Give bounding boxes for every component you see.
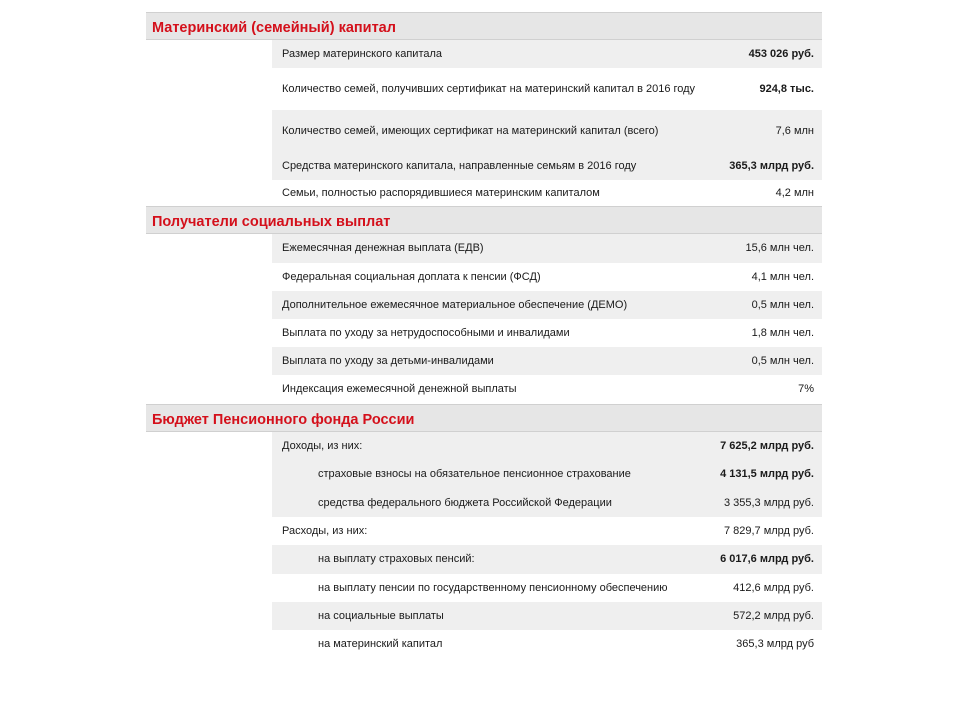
section-header-maternity-capital [146,12,822,40]
row-label: Индексация ежемесячной денежной выплаты [282,383,517,395]
row-value: 3 355,3 млрд руб. [723,496,814,509]
row-label: на социальные выплаты [318,609,444,622]
row-label: Средства материнского капитала, направленные семьям в 2016 году [282,159,637,172]
table-row [272,291,822,319]
row-label: на выплату пенсии по государственному пенсионному обеспечению [318,581,668,594]
row-value: 412,6 млрд руб. [733,581,814,594]
table-row [272,180,822,206]
table-row [272,234,822,263]
section-rows-pension-fund-budget [272,432,822,658]
table-row [272,432,822,460]
row-value: 15,6 млн чел. [745,242,814,254]
table-row [272,602,822,630]
row-label: на выплату страховых пенсий: [318,553,475,565]
table-row [272,347,822,375]
row-label: Федеральная социальная доплата к пенсии (ФСД) [282,270,541,283]
section-header-pension-fund-budget [146,404,822,432]
table-row [272,517,822,545]
table-row [272,630,822,658]
row-label: Семьи, полностью распорядившиеся материнским капиталом [282,186,600,199]
table-row [272,152,822,180]
row-label: Количество семей, имеющих сертификат на материнский капитал (всего) [282,124,659,137]
row-value: 6 017,6 млрд руб. [720,553,814,565]
row-label: Ежемесячная денежная выплата (ЕДВ) [282,242,484,254]
table-row [272,375,822,404]
row-label: страховые взносы на обязательное пенсионное страхование [318,468,631,480]
table-row [272,489,822,517]
row-value: 4 131,5 млрд руб. [720,468,814,480]
section-title: Бюджет Пенсионного фонда России [152,412,415,428]
table-row [272,545,822,574]
row-label: Размер материнского капитала [282,47,443,60]
row-label: Расходы, из них: [282,524,368,537]
table-row [272,40,822,68]
row-label: Количество семей, получивших сертификат на материнский капитал в 2016 году [282,82,696,95]
row-label: на материнский капитал [318,637,443,650]
row-label: Дополнительное ежемесячное материальное обеспечение (ДЕМО) [282,298,628,311]
row-value: 365,3 млрд руб [736,637,814,650]
table-row [272,68,822,110]
row-value: 7 829,7 млрд руб. [723,524,814,537]
row-label: Выплата по уходу за нетрудоспособными и инвалидами [282,326,570,339]
row-value: 0,5 млн чел. [751,354,814,367]
row-value: 453 026 руб. [748,47,814,60]
table-row [272,319,822,347]
section-rows-social-payments [272,234,822,404]
table-row [272,110,822,152]
row-label: средства федерального бюджета Российской Федерации [318,496,612,509]
row-value: 1,8 млн чел. [751,326,814,339]
row-value: 0,5 млн чел. [751,298,814,311]
row-value: 4,1 млн чел. [751,270,814,283]
row-label: Доходы, из них: [282,439,363,452]
row-value: 365,3 млрд руб. [729,159,814,172]
row-value: 4,2 млн [775,186,814,199]
section-rows-maternity-capital [272,40,822,206]
row-value: 7 625,2 млрд руб. [720,439,814,452]
row-value: 7,6 млн [775,124,814,137]
table-row [272,263,822,291]
table-row [272,574,822,602]
section-title: Материнский (семейный) капитал [152,20,396,36]
section-title: Получатели социальных выплат [152,214,391,230]
row-label: Выплата по уходу за детьми-инвалидами [282,354,494,367]
row-value: 572,2 млрд руб. [733,609,814,622]
section-header-social-payments [146,206,822,234]
statistics-document [146,12,822,658]
row-value: 7% [798,383,814,395]
table-row [272,460,822,489]
row-value: 924,8 тыс. [759,82,814,95]
